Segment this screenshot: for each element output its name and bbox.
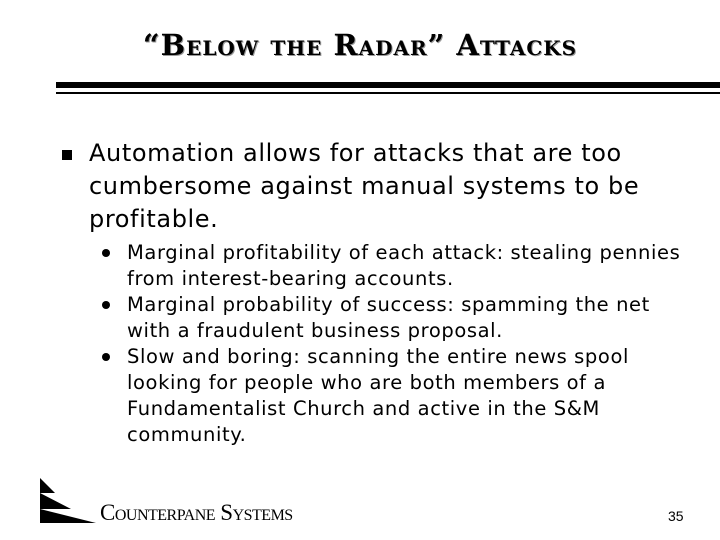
page-number: 35	[668, 508, 684, 524]
round-bullet-icon	[102, 249, 110, 257]
round-bullet-icon	[102, 353, 110, 361]
title-rule-thick	[56, 82, 720, 88]
slide-title: “Below the Radar” Attacks	[142, 28, 578, 62]
round-bullet-icon	[102, 301, 110, 309]
sub-bullet-item	[100, 344, 700, 448]
sub-bullet-list	[100, 240, 700, 448]
sub-bullet-item	[100, 240, 700, 292]
sub-bullet-text: Marginal profitability of each attack: stealing pennies from interest-bearing accounts.	[127, 241, 681, 290]
sub-bullet-text: Marginal probability of success: spamming the net with a fraudulent business proposal.	[127, 293, 650, 342]
sub-bullet-text: Slow and boring: scanning the entire news spool looking for people who are both members of a Fundamentalist Church and active in the S&M community.	[127, 345, 629, 446]
main-bullet-text: Automation allows for attacks that are too cumbersome against manual systems to be profitable.	[89, 139, 640, 233]
square-bullet-icon	[62, 150, 72, 160]
sub-bullet-item	[100, 292, 700, 344]
title-rule-thin	[56, 92, 720, 94]
counterpane-logo-icon	[40, 478, 96, 524]
counterpane-logo-text: Counterpane Systems	[100, 500, 293, 525]
